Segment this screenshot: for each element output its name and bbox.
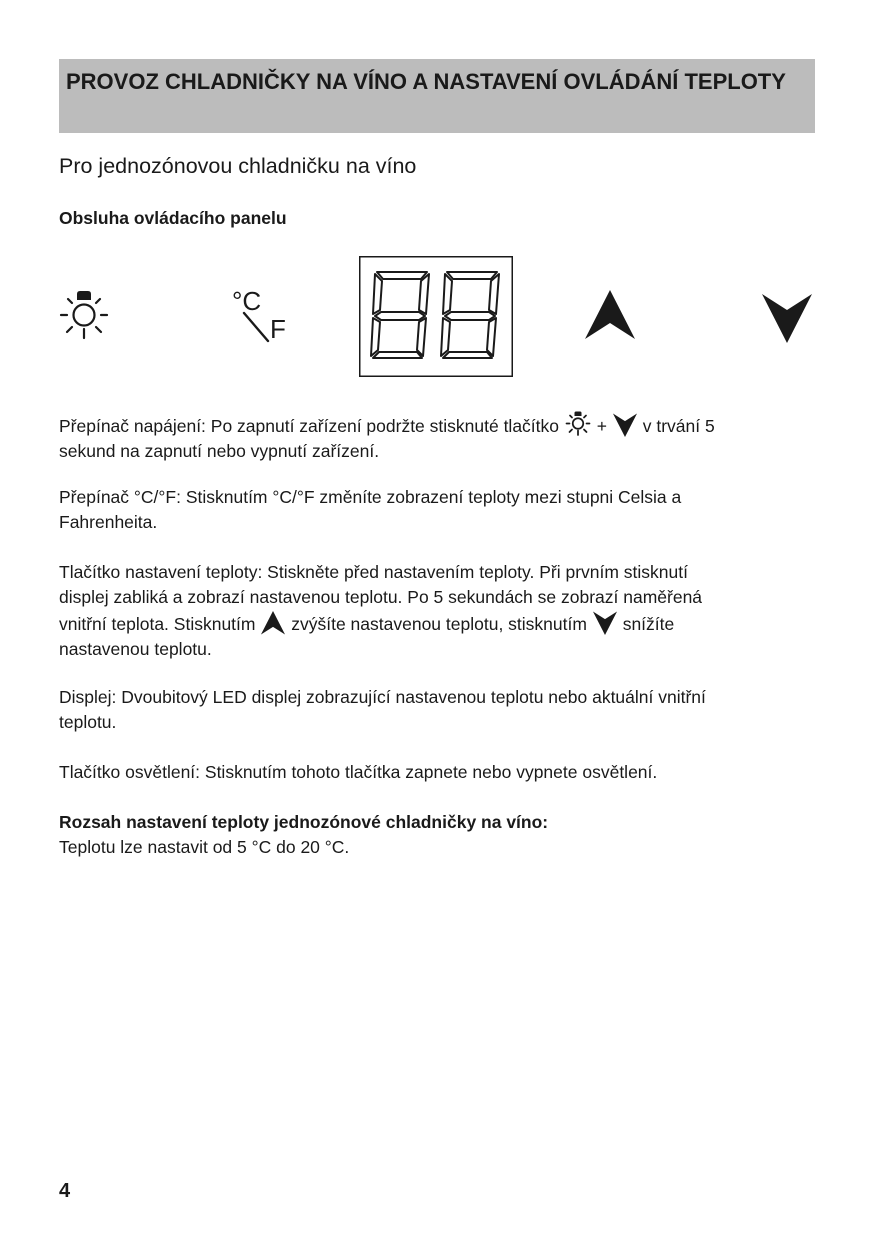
display-paragraph (59, 685, 819, 735)
power-plus: + (596, 416, 607, 436)
temp-text-1: Tlačítko nastavení teploty: Stiskněte před nastavením teploty. Při prvním stisknutí (59, 562, 688, 582)
temp-text-3c: snížíte (622, 614, 675, 634)
range-text: Teplotu lze nastavit od 5 °C do 20 °C. (59, 837, 350, 857)
arrow-down-icon (760, 292, 814, 344)
page-subtitle: Pro jednozónovou chladničku na víno (59, 154, 417, 178)
arrow-up-icon (260, 610, 286, 636)
power-switch-paragraph (59, 410, 819, 464)
unit-text-1: Přepínač °C/°F: Stisknutím °C/°F změníte zobrazení teploty mezi stupni Celsia a (59, 487, 682, 507)
light-text-1: Tlačítko osvětlení: Stisknutím tohoto tlačítka zapnete nebo vypnete osvětlení. (59, 762, 658, 782)
temp-text-3b: zvýšíte nastavenou teplotu, stisknutím (291, 614, 587, 634)
light-button-paragraph (59, 760, 819, 785)
celsius-fahrenheit-icon (232, 287, 292, 345)
temp-text-2: displej zabliká a zobrazí nastavenou teplotu. Po 5 sekundách se zobrazí naměřená (59, 587, 703, 607)
display-text-2: teplotu. (59, 712, 117, 732)
page-number: 4 (59, 1180, 71, 1202)
light-bulb-icon (564, 410, 592, 438)
range-heading: Rozsah nastavení teploty jednozónové chladničky na víno: (59, 812, 549, 832)
section-title: PROVOZ CHLADNIČKY NA VÍNO A NASTAVENÍ OVLÁDÁNÍ TEPLOTY (66, 69, 786, 94)
light-bulb-icon (57, 288, 111, 344)
unit-text-2: Fahrenheita. (59, 512, 158, 532)
temperature-button-paragraph (59, 560, 819, 662)
celsius-symbol: °C (232, 286, 262, 316)
seven-segment-display (359, 256, 513, 377)
power-text-3: sekund na zapnutí nebo vypnutí zařízení. (59, 441, 380, 461)
arrow-down-icon (592, 610, 618, 636)
fahrenheit-symbol: F (270, 314, 286, 344)
temp-text-4: nastavenou teplotu. (59, 639, 212, 659)
panel-heading: Obsluha ovládacího panelu (59, 208, 287, 228)
temperature-range-paragraph (59, 810, 819, 860)
arrow-up-icon (583, 289, 637, 341)
section-header (59, 59, 815, 133)
power-text-1: Přepínač napájení: Po zapnutí zařízení podržte stisknuté tlačítko (59, 416, 560, 436)
display-text-1: Displej: Dvoubitový LED displej zobrazující nastavenou teplotu nebo aktuální vnitřní (59, 687, 706, 707)
unit-switch-paragraph (59, 485, 819, 535)
temp-text-3a: vnitřní teplota. Stisknutím (59, 614, 256, 634)
arrow-down-icon (612, 412, 638, 438)
power-text-2: v trvání 5 (642, 416, 715, 436)
